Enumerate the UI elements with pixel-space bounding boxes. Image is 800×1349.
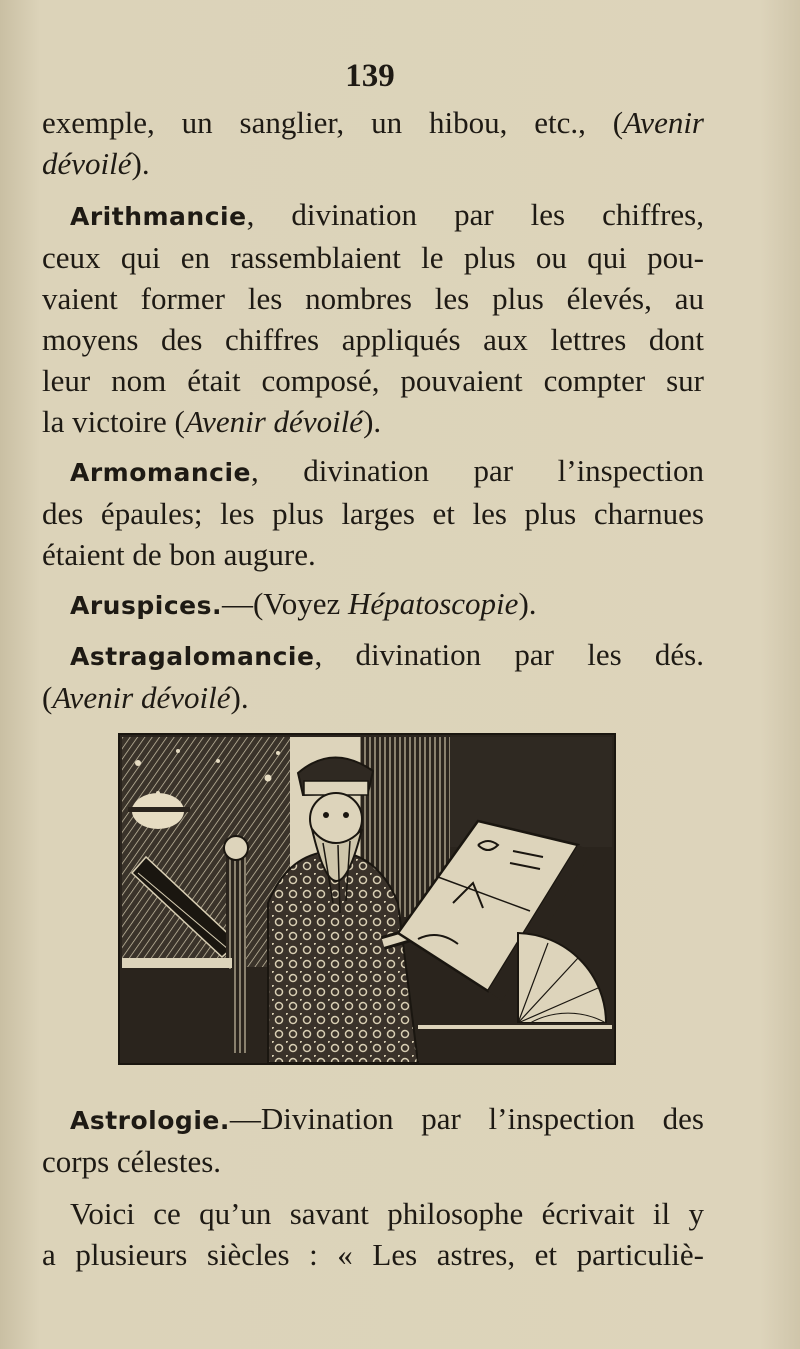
text-line <box>42 583 704 626</box>
italic-reference: Avenir dévoilé <box>184 404 364 439</box>
text-line: a plusieurs siècles : « Les astres, et particuliè- <box>42 1237 704 1272</box>
text-run: , divination par les chiffres, <box>246 197 704 232</box>
text-run: exemple, un sanglier, un hibou, etc., ( <box>42 105 624 140</box>
text-run: , divination par les dés. <box>314 637 704 672</box>
woodcut-image <box>118 733 616 1065</box>
entry-arithmancie <box>42 194 704 442</box>
text-line <box>42 450 704 493</box>
entry-aruspices <box>42 583 704 626</box>
text-line: leur nom était composé, pouvaient compter sur <box>42 363 704 398</box>
text-line <box>42 634 704 677</box>
text-line <box>42 143 704 184</box>
text-line: Voici ce qu’un savant philosophe écrivait il y <box>70 1196 704 1231</box>
italic-reference: Hépatoscopie <box>347 586 519 621</box>
text-run: —(Voyez <box>221 586 348 621</box>
text-run: ). <box>363 404 382 439</box>
text-line: vaient former les nombres les plus élevés, au <box>42 281 704 316</box>
entry-term: Arithmancie <box>70 202 247 231</box>
text-run: ). <box>518 586 537 621</box>
text-line <box>42 1098 704 1141</box>
entry-astragalomancie <box>42 634 704 718</box>
italic-reference: Avenir dévoilé <box>52 680 231 715</box>
text-line: des épaules; les plus larges et les plus charnues <box>42 496 704 531</box>
text-run: la victoire ( <box>42 404 185 439</box>
text-line <box>42 401 704 442</box>
text-line: étaient de bon augure. <box>42 537 316 572</box>
entry-astrologie <box>42 1098 704 1182</box>
entry-term: Astragalomancie <box>70 642 315 671</box>
text-line: ceux qui en rassemblaient le plus ou qui pou- <box>42 240 704 275</box>
paragraph-voici <box>42 1193 704 1275</box>
text-run: —Divination par l’inspection des <box>229 1101 704 1136</box>
entry-continuation <box>42 102 704 184</box>
text-line: corps célestes. <box>42 1144 222 1179</box>
text-line: moyens des chiffres appliqués aux lettres dont <box>42 322 704 357</box>
astrologer-woodcut <box>118 733 616 1065</box>
text-run: ). <box>230 680 249 715</box>
text-run: , divination par l’inspection <box>250 453 704 488</box>
text-run: ). <box>131 146 150 181</box>
page-number: 139 <box>345 58 395 94</box>
entry-armomancie <box>42 450 704 575</box>
text-line <box>42 102 704 143</box>
entry-term: Aruspices. <box>70 591 222 620</box>
entry-term: Armomancie <box>70 458 251 487</box>
entry-term: Astrologie. <box>70 1106 230 1135</box>
text-run: ( <box>42 680 53 715</box>
text-line <box>42 194 704 237</box>
italic-reference: Avenir <box>623 105 704 140</box>
text-line <box>42 677 704 718</box>
italic-reference: dévoilé <box>42 146 132 181</box>
